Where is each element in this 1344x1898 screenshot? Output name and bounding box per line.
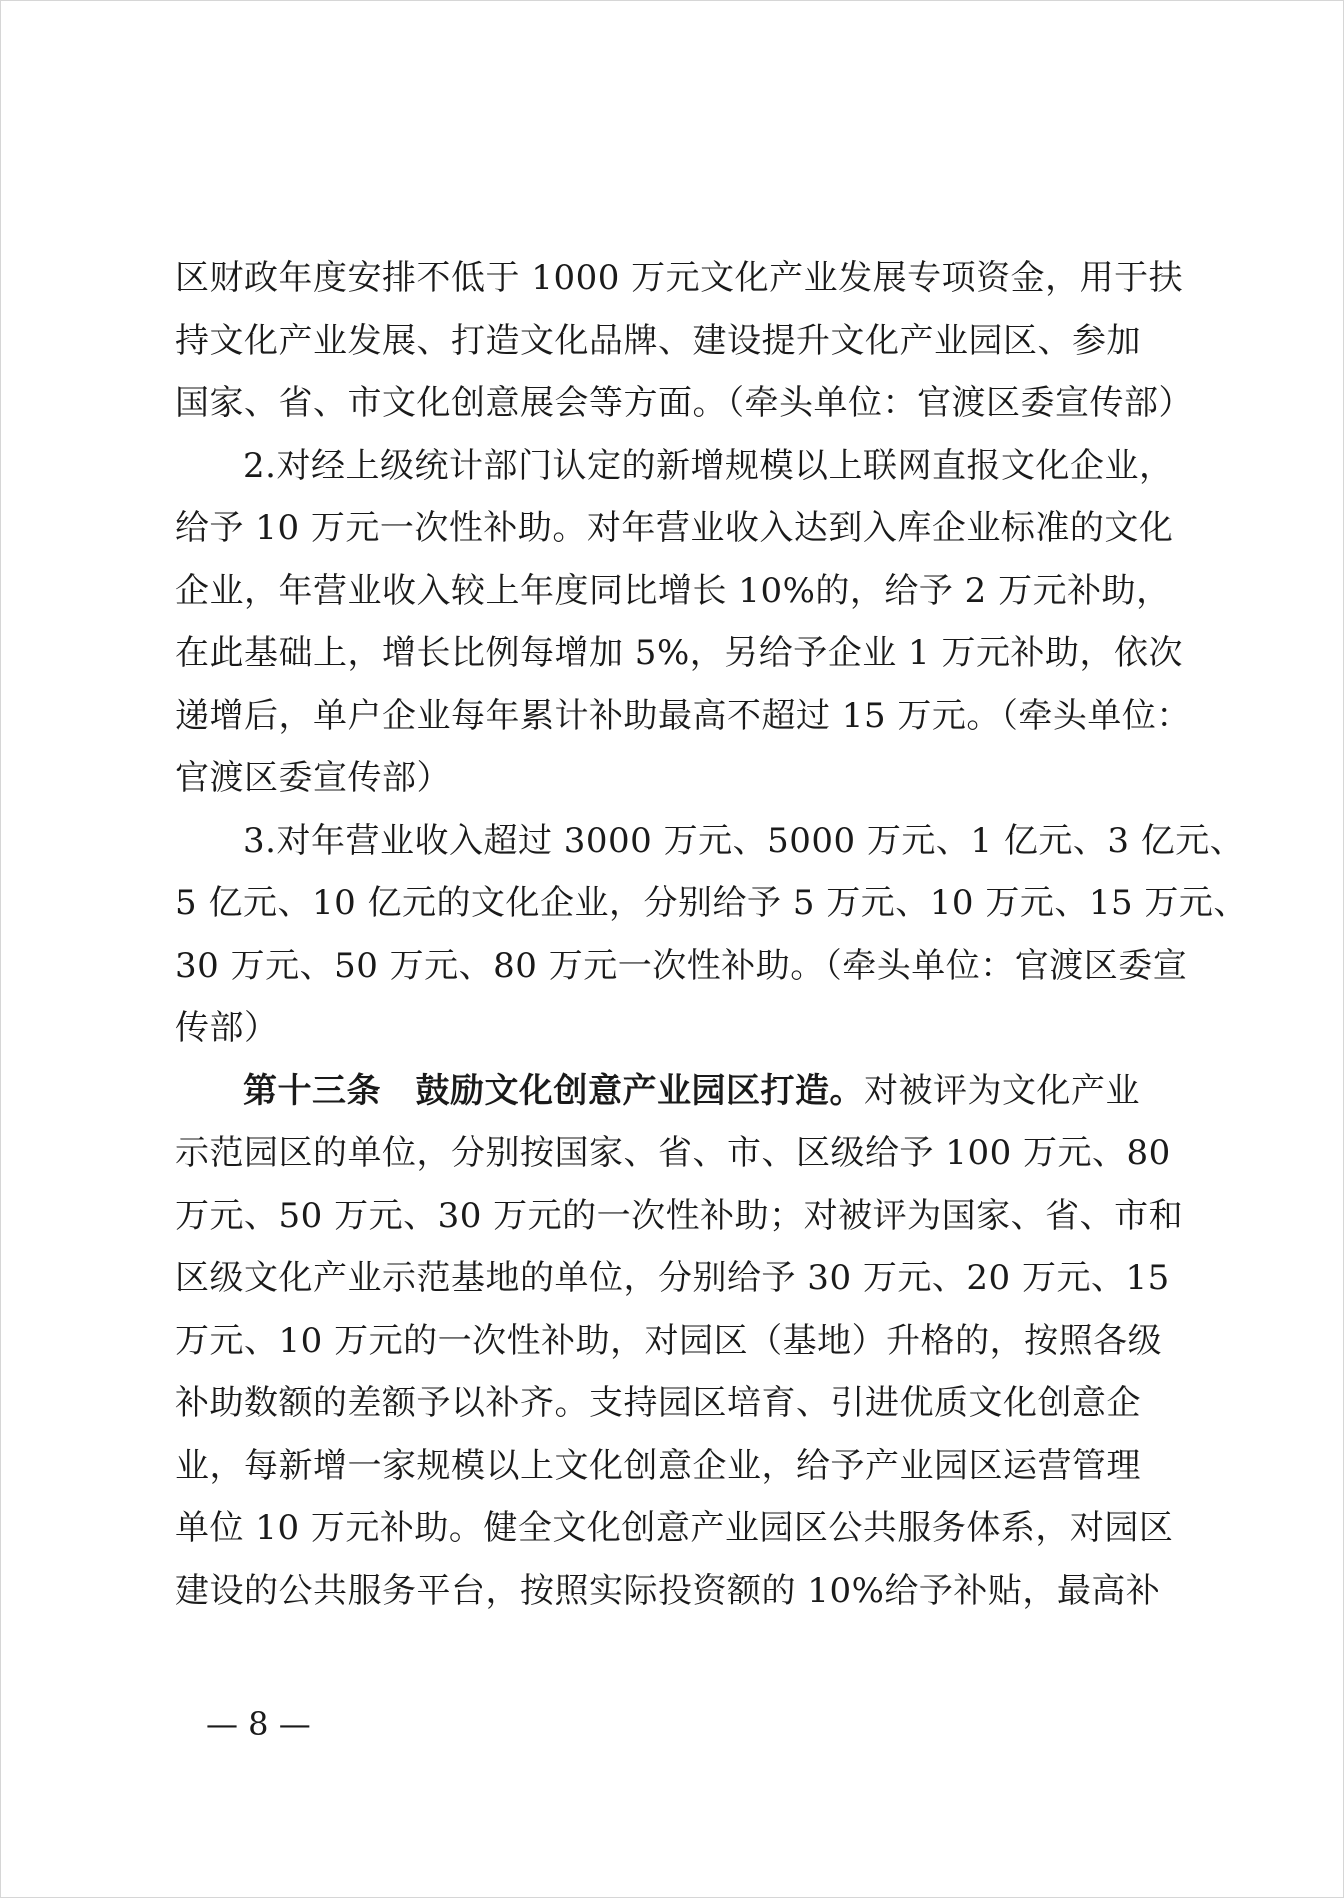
- text-line: 示范园区的单位，分别按国家、省、市、区级给予 100 万元、80: [175, 1133, 1171, 1173]
- page-number: — 8 —: [206, 1705, 311, 1743]
- paragraph-start-line: 3.对年营业收入超过 3000 万元、5000 万元、1 亿元、3 亿元、: [243, 820, 1245, 861]
- text-line: 建设的公共服务平台，按照实际投资额的 10%给予补贴，最高补: [175, 1570, 1161, 1611]
- text-line: 传部）: [175, 1008, 279, 1048]
- text-line: 业，每新增一家规模以上文化创意企业，给予产业园区运营管理: [175, 1445, 1141, 1486]
- article-13-first-line-text: 对被评为文化产业: [864, 1070, 1140, 1111]
- paragraph-start-line: 2.对经上级统计部门认定的新增规模以上联网直报文化企业，: [243, 445, 1174, 486]
- text-line: 万元、50 万元、30 万元的一次性补助；对被评为国家、省、市和: [175, 1195, 1184, 1236]
- text-line: 持文化产业发展、打造文化品牌、建设提升文化产业园区、参加: [175, 320, 1141, 361]
- text-line: 区财政年度安排不低于 1000 万元文化产业发展专项资金，用于扶: [175, 258, 1184, 298]
- text-line: 补助数额的差额予以补齐。支持园区培育、引进优质文化创意企: [175, 1383, 1141, 1423]
- text-line: 区级文化产业示范基地的单位，分别给予 30 万元、20 万元、15: [175, 1258, 1170, 1298]
- body-text: [175, 247, 1248, 1622]
- text-line: 万元、10 万元的一次性补助，对园区（基地）升格的，按照各级: [175, 1320, 1163, 1361]
- text-line: 递增后，单户企业每年累计补助最高不超过 15 万元。（牵头单位：: [175, 695, 1191, 736]
- text-line: 国家、省、市文化创意展会等方面。（牵头单位：官渡区委宣传部）: [175, 383, 1193, 423]
- article-13-heading: 第十三条 鼓励文化创意产业园区打造。: [243, 1070, 864, 1111]
- text-line: 单位 10 万元补助。健全文化创意产业园区公共服务体系，对园区: [175, 1508, 1174, 1548]
- text-line: 企业，年营业收入较上年度同比增长 10%的，给予 2 万元补助，: [175, 570, 1171, 611]
- text-line: 30 万元、50 万元、80 万元一次性补助。（牵头单位：官渡区委宣: [175, 945, 1188, 986]
- text-line: 在此基础上，增长比例每增加 5%，另给予企业 1 万元补助，依次: [175, 633, 1183, 673]
- text-line: 给予 10 万元一次性补助。对年营业收入达到入库企业标准的文化: [175, 508, 1174, 548]
- article-13-first-line: [175, 1060, 1175, 1123]
- text-line: 5 亿元、10 亿元的文化企业，分别给予 5 万元、10 万元、15 万元、: [175, 883, 1248, 923]
- text-line: 官渡区委宣传部）: [175, 758, 451, 798]
